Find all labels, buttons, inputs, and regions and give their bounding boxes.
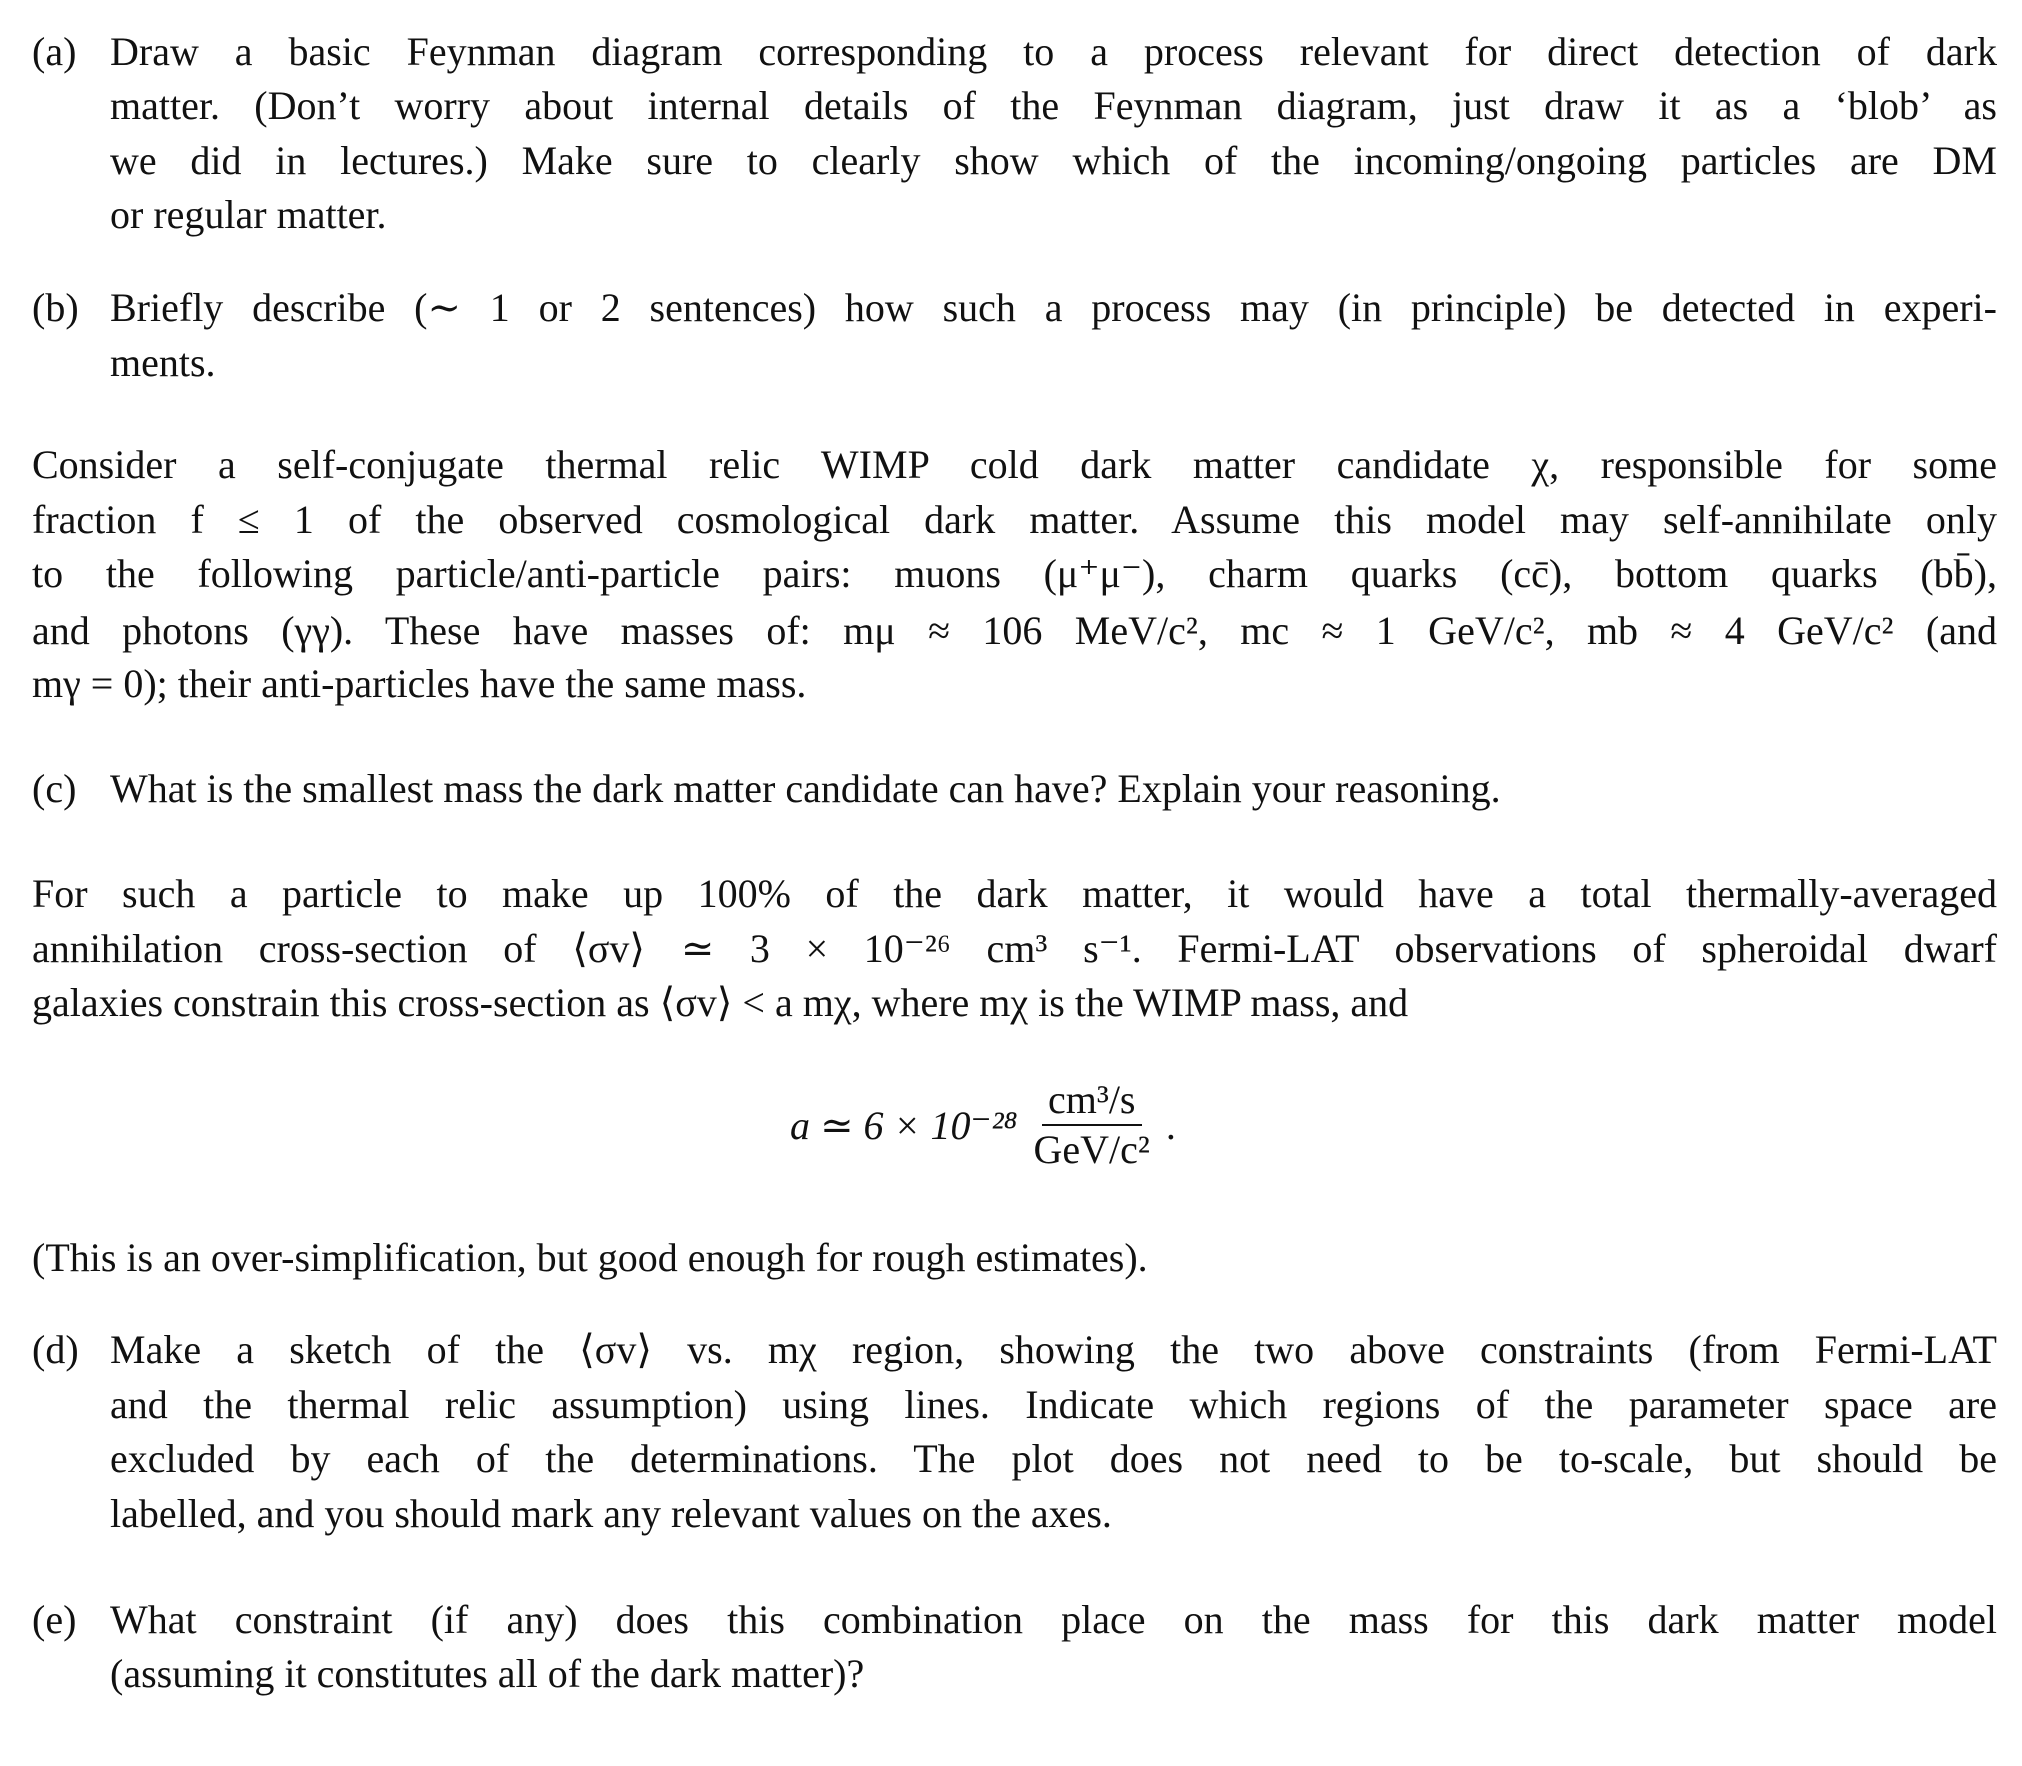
part-c-line: What is the smallest mass the dark matter candidate can have? Explain your reasoning. [110, 766, 1501, 811]
part-a-line: matter. (Don’t worry about internal details of the Feynman diagram, just draw it as a ‘blob’ as [110, 83, 1997, 128]
part-d-line: and the thermal relic assumption) using lines. Indicate which regions of the parameter space are [110, 1382, 1997, 1427]
context-paragraph-line: to the following particle/anti-particle pairs: muons (μ⁺μ⁻), charm quarks (cc̄), bottom quarks (bb̄), [32, 551, 1997, 596]
cross-section-paragraph-line: galaxies constrain this cross-section as ⟨σv⟩ < a mχ, where mχ is the WIMP mass, and [32, 980, 1409, 1025]
context-paragraph-line: Consider a self-conjugate thermal relic WIMP cold dark matter candidate χ, responsible for some [32, 442, 1997, 487]
part-e-label: (e) [32, 1597, 77, 1642]
part-b-line: ments. [110, 340, 216, 385]
context-paragraph-line: fraction f ≤ 1 of the observed cosmological dark matter. Assume this model may self-annihilate only [32, 497, 1997, 542]
part-d-label: (d) [32, 1327, 79, 1372]
equation-denominator: GeV/c² [1033, 1127, 1150, 1172]
part-a-line: Draw a basic Feynman diagram corresponding to a process relevant for direct detection of dark [110, 29, 1997, 74]
equation-numerator: cm³/s [1042, 1076, 1142, 1126]
note-line: (This is an over-simplification, but good enough for rough estimates). [32, 1235, 1148, 1280]
equation-period: . [1165, 1102, 1176, 1148]
equation-fraction [1028, 1076, 1156, 1174]
part-d-line: labelled, and you should mark any relevant values on the axes. [110, 1491, 1112, 1536]
equation-lhs: a ≃ 6 × 10⁻²⁸ [790, 1102, 1018, 1148]
part-a-line: or regular matter. [110, 192, 387, 237]
part-d-line: Make a sketch of the ⟨σv⟩ vs. mχ region, showing the two above constraints (from Fermi-LAT [110, 1327, 1997, 1372]
cross-section-paragraph-line: annihilation cross-section of ⟨σv⟩ ≃ 3 × 10⁻²⁶ cm³ s⁻¹. Fermi-LAT observations of spheroidal dwarf [32, 926, 1997, 971]
part-a-label: (a) [32, 29, 77, 74]
context-paragraph-line: mγ = 0); their anti-particles have the same mass. [32, 661, 807, 706]
context-paragraph-line: and photons (γγ). These have masses of: mμ ≈ 106 MeV/c², mc ≈ 1 GeV/c², mb ≈ 4 GeV/c² (and [32, 608, 1997, 653]
fermi-lat-equation [790, 1075, 1176, 1175]
part-c-label: (c) [32, 766, 77, 811]
cross-section-paragraph-line: For such a particle to make up 100% of the dark matter, it would have a total thermally-averaged [32, 871, 1997, 916]
part-b-line: Briefly describe (∼ 1 or 2 sentences) how such a process may (in principle) be detected in experi- [110, 285, 1997, 330]
part-d-line: excluded by each of the determinations. The plot does not need to be to-scale, but should be [110, 1436, 1997, 1481]
part-b-label: (b) [32, 285, 79, 330]
part-e-line: (assuming it constitutes all of the dark matter)? [110, 1651, 865, 1696]
part-a-line: we did in lectures.) Make sure to clearly show which of the incoming/ongoing particles are DM [110, 138, 1997, 183]
part-e-line: What constraint (if any) does this combination place on the mass for this dark matter model [110, 1597, 1997, 1642]
